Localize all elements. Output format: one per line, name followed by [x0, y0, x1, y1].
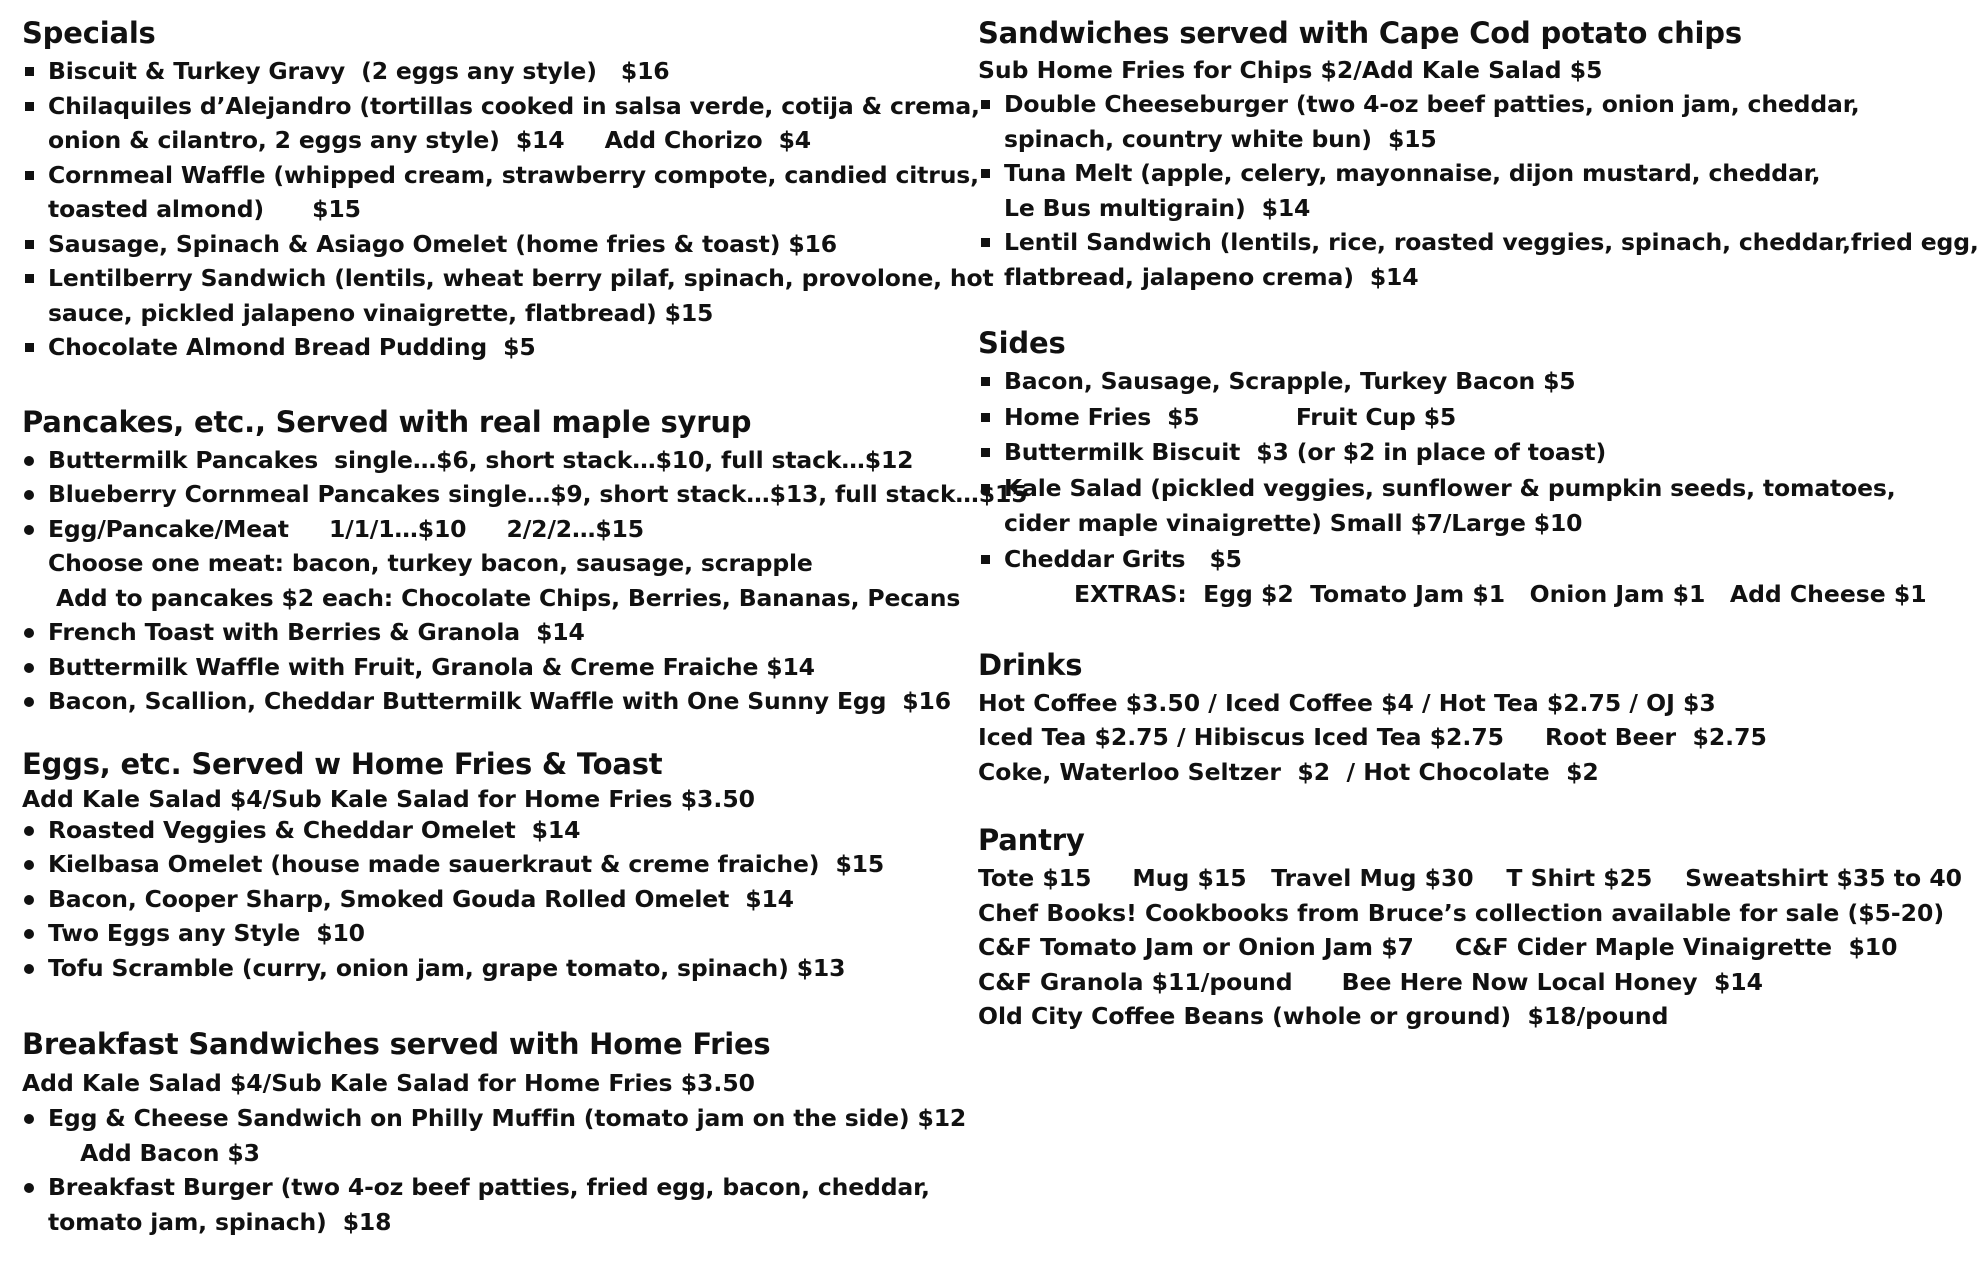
eggs-subtitle: Add Kale Salad $4/Sub Kale Salad for Home Fries $3.50 — [22, 784, 756, 813]
menu-item-text: Tofu Scramble (curry, onion jam, grape tomato, spinach) $13 — [48, 953, 846, 982]
menu-item-text: Two Eggs any Style $10 — [48, 919, 365, 947]
sandwiches-list — [978, 87, 1979, 294]
pancakes-heading: Pancakes, etc., Served with real maple syrup — [22, 404, 752, 439]
menu-item-text: flatbread, jalapeno crema) $14 — [1004, 262, 1419, 291]
menu-item-text: Add to pancakes $2 each: Chocolate Chips, Berries, Bananas, Pecans — [48, 583, 961, 612]
menu-item — [22, 847, 962, 882]
menu-item — [22, 89, 980, 158]
sides-section — [978, 322, 1927, 612]
sandwiches-section — [978, 12, 1979, 294]
menu-item-text: tomato jam, spinach) $18 — [48, 1207, 392, 1236]
drinks-section — [978, 644, 1858, 790]
eggs-heading: Eggs, etc. Served w Home Fries & Toast — [22, 746, 663, 781]
menu-item-text: cider maple vinaigrette) Small $7/Large $10 — [1004, 509, 1583, 537]
drinks-heading: Drinks — [978, 647, 1083, 682]
menu-item — [22, 1170, 962, 1239]
sides-extras: EXTRAS: Egg $2 Tomato Jam $1 Onion Jam $1 Add Cheese $1 — [1074, 580, 1927, 608]
menu-item — [22, 684, 962, 719]
menu-item-text: sauce, pickled jalapeno vinaigrette, flatbread) $15 — [48, 298, 714, 327]
menu-item — [22, 54, 962, 89]
menu-item-text: Cornmeal Waffle (whipped cream, strawberry compote, candied citrus, — [48, 160, 979, 189]
menu-item-text: Chilaquiles d’Alejandro (tortillas cooked in salsa verde, cotija & crema, — [48, 91, 980, 120]
menu-item-text: Choose one meat: bacon, turkey bacon, sausage, scrapple — [48, 549, 813, 577]
menu-item-text: Sausage, Spinach & Asiago Omelet (home fries & toast) $16 — [48, 229, 837, 258]
menu-item — [22, 813, 962, 848]
pantry-heading: Pantry — [978, 823, 1085, 857]
menu-item — [978, 542, 1858, 578]
pantry-section — [978, 819, 1963, 1034]
menu-item — [978, 87, 1858, 156]
menu-item-text: Bacon, Scallion, Cheddar Buttermilk Waffle with One Sunny Egg $16 — [48, 687, 951, 715]
menu-item — [22, 477, 1028, 512]
menu-item — [22, 330, 962, 365]
menu-item-text: Roasted Veggies & Cheddar Omelet $14 — [48, 815, 581, 844]
breakfast-sandwiches-subtitle: Add Kale Salad $4/Sub Kale Salad for Home Fries $3.50 — [22, 1069, 756, 1097]
specials-section — [22, 12, 994, 365]
menu-item — [22, 882, 962, 917]
menu-item — [22, 158, 979, 227]
menu-item — [22, 1101, 967, 1170]
eggs-list — [22, 813, 962, 986]
pantry-line: C&F Tomato Jam or Onion Jam $7 C&F Cider Maple Vinaigrette $10 — [978, 933, 1898, 961]
sandwiches-heading: Sandwiches served with Cape Cod potato chips — [978, 16, 1742, 50]
eggs-section — [22, 743, 962, 986]
menu-item — [978, 156, 1858, 225]
menu-item-text: Buttermilk Waffle with Fruit, Granola & Creme Fraiche $14 — [48, 652, 815, 681]
menu-item — [22, 650, 962, 685]
menu-item-text: Kielbasa Omelet (house made sauerkraut & creme fraiche) $15 — [48, 850, 885, 878]
menu-item-text: Biscuit & Turkey Gravy (2 eggs any style) $16 — [48, 57, 670, 85]
right-column — [978, 12, 1979, 1074]
breakfast-sandwiches-section — [22, 1023, 967, 1239]
menu-item-text: Breakfast Burger (two 4-oz beef patties, fried egg, bacon, cheddar, — [48, 1173, 930, 1201]
specials-list — [22, 54, 994, 365]
menu-item-text: Cheddar Grits $5 — [1004, 544, 1242, 573]
menu-item-text: Add Bacon $3 — [48, 1138, 260, 1167]
menu-item — [22, 443, 962, 478]
pancakes-list — [22, 443, 1028, 719]
menu-item — [22, 261, 994, 330]
pantry-line: C&F Granola $11/pound Bee Here Now Local Honey $14 — [978, 967, 1764, 996]
menu-item — [22, 615, 962, 650]
menu-item-text: Bacon, Cooper Sharp, Smoked Gouda Rolled Omelet $14 — [48, 884, 794, 913]
menu-item-text: Chocolate Almond Bread Pudding $5 — [48, 333, 536, 361]
menu-item-text: Buttermilk Biscuit $3 (or $2 in place of toast) — [1004, 438, 1607, 466]
menu-item — [22, 512, 962, 616]
specials-heading: Specials — [22, 16, 156, 50]
pancakes-section — [22, 401, 1028, 719]
menu-item-text: toasted almond) $15 — [48, 195, 361, 223]
menu-item-text: Le Bus multigrain) $14 — [1004, 193, 1311, 222]
menu-item-text: Lentil Sandwich (lentils, rice, roasted veggies, spinach, cheddar,fried egg, — [1004, 228, 1979, 256]
pantry-line: Chef Books! Cookbooks from Bruce’s collection available for sale ($5-20) — [978, 898, 1945, 927]
breakfast-sandwiches-list — [22, 1101, 967, 1239]
menu-item-text: Buttermilk Pancakes single…$6, short stack…$10, full stack…$12 — [48, 445, 914, 474]
menu-item — [22, 916, 962, 951]
menu-item-text: Egg/Pancake/Meat 1/1/1…$10 2/2/2…$15 — [48, 514, 644, 543]
menu-item-text: Kale Salad (pickled veggies, sunflower & pumpkin seeds, tomatoes, — [1004, 473, 1896, 502]
menu-item — [978, 400, 1858, 436]
sandwiches-subtitle: Sub Home Fries for Chips $2/Add Kale Salad $5 — [978, 56, 1603, 84]
sides-list — [978, 364, 1896, 577]
menu-item — [978, 471, 1896, 542]
menu-item — [978, 364, 1858, 400]
menu-item — [22, 227, 962, 262]
menu-item-text: Lentilberry Sandwich (lentils, wheat berry pilaf, spinach, provolone, hot — [48, 264, 994, 292]
menu-item-text: spinach, country white bun) $15 — [1004, 124, 1437, 153]
menu-item-text: Bacon, Sausage, Scrapple, Turkey Bacon $5 — [1004, 367, 1576, 395]
menu-item-text: Home Fries $5 Fruit Cup $5 — [1004, 402, 1457, 431]
pantry-line: Old City Coffee Beans (whole or ground) $18/pound — [978, 1002, 1669, 1030]
menu-item — [978, 435, 1858, 471]
menu-item-text: Egg & Cheese Sandwich on Philly Muffin (tomato jam on the side) $12 — [48, 1104, 967, 1132]
drinks-line: Hot Coffee $3.50 / Iced Coffee $4 / Hot Tea $2.75 / OJ $3 — [978, 688, 1716, 717]
pantry-line: Tote $15 Mug $15 Travel Mug $30 T Shirt $25 Sweatshirt $35 to 40 — [978, 864, 1963, 892]
menu-item-text: Blueberry Cornmeal Pancakes single…$9, short stack…$13, full stack…$15 — [48, 480, 1028, 508]
drinks-line: Iced Tea $2.75 / Hibiscus Iced Tea $2.75 Root Beer $2.75 — [978, 723, 1767, 751]
menu-item-text: French Toast with Berries & Granola $14 — [48, 618, 585, 646]
sides-heading: Sides — [978, 326, 1066, 360]
menu-item-text: Double Cheeseburger (two 4-oz beef patties, onion jam, cheddar, — [1004, 90, 1860, 118]
breakfast-sandwiches-heading: Breakfast Sandwiches served with Home Fries — [22, 1027, 771, 1061]
drinks-line: Coke, Waterloo Seltzer $2 / Hot Chocolate $2 — [978, 757, 1599, 786]
menu-item — [22, 951, 962, 986]
menu-item-text: onion & cilantro, 2 eggs any style) $14 Add Chorizo $4 — [48, 126, 812, 154]
menu-item — [978, 225, 1979, 294]
menu-item-text: Tuna Melt (apple, celery, mayonnaise, dijon mustard, cheddar, — [1004, 159, 1821, 187]
